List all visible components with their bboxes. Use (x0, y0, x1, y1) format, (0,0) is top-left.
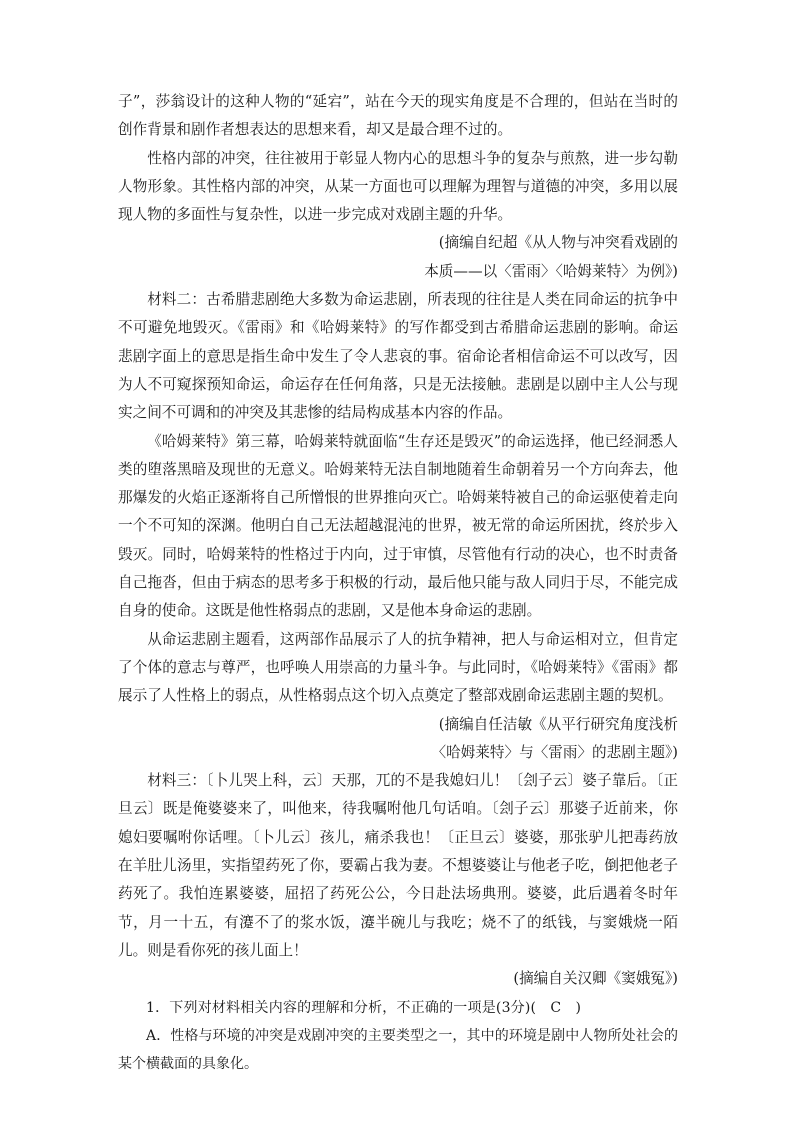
source-citation-3: (摘编自关汉卿《窦娥冤》) (513, 970, 678, 988)
material-3-paragraph: 材料三：〔卜儿哭上科，云〕天那，兀的不是我媳妇儿！〔刽子云〕婆子靠后。〔正旦云〕既是俺婆婆来了，叫他来，待我嘱咐他几句话咱。〔刽子云〕那婆子近前来，你媳妇要嘱咐你话哩。〔卜儿云〕孩儿，痛杀我也！〔正旦云〕婆婆，那张驴儿把毒药放在羊肚儿汤里，实指望药死了你，要霸占我为妻。不想婆婆让与他老子吃，倒把他老子药死了。我怕连累婆婆，屈招了药死公公，今日赴法场典刑。婆婆，此后遇着冬时年节，月一十五，有瀽不了的浆水饭，瀽半碗儿与我吃；烧不了的纸钱，与窦娥烧一陌儿。则是看你死的孩儿面上！ (118, 772, 678, 959)
source-citation-2a: (摘编自任洁敏《从平行研究角度浅析 (438, 715, 678, 733)
source-citation-1b: 本质——以〈雷雨〉〈哈姆莱特〉为例》) (424, 262, 678, 280)
material-2-paragraph-2: 《哈姆莱特》第三幕，哈姆莱特就面临“生存还是毁灭”的命运选择，他已经洞悉人类的堕落黑暗及现世的无意义。哈姆莱特无法自制地随着生命朝着另一个方向奔去，他那爆发的火焰正逐渐将自己所憎恨的世界推向灭亡。哈姆莱特被自己的命运驱使着走向一个不可知的深渊。他明白自己无法超越混沌的世界，被无常的命运所困扰，终於步入毁灭。同时，哈姆莱特的性格过于内向，过于审慎，尽管他有行动的决心，也不时责备自己拖沓，但由于病态的思考多于积极的行动，最后他只能与敌人同归于尽，不能完成自身的使命。这既是他性格弱点的悲剧，又是他本身命运的悲剧。 (118, 432, 678, 620)
material-2-paragraph-3: 从命运悲剧主题看，这两部作品展示了人的抗争精神，把人与命运相对立，但肯定了个体的意志与尊严，也呼唤人用崇高的力量斗争。与此同时，《哈姆莱特》《雷雨》都展示了人性格上的弱点，从性格弱点这个切入点奠定了整部戏剧命运悲剧主题的契机。 (118, 630, 678, 705)
paragraph-character-conflict: 性格内部的冲突，往往被用于彰显人物内心的思想斗争的复杂与煎熬，进一步勾勒人物形象。其性格内部的冲突，从某一方面也可以理解为理智与道德的冲突，多用以展现人物的多面性与复杂性，以进一步完成对戏剧主题的升华。 (118, 149, 678, 224)
material-2-paragraph-1: 材料二：古希腊悲剧绝大多数为命运悲剧，所表现的往往是人类在同命运的抗争中不可避免地毁灭。《雷雨》和《哈姆莱特》的写作都受到古希腊命运悲剧的影响。命运悲剧字面上的意思是指生命中发生了令人悲哀的事。宿命论者相信命运不可以改写，因为人不可窥探预知命运，命运存在任何角落，只是无法接触。悲剧是以剧中主人公与现实之间不可调和的冲突及其悲惨的结局构成基本内容的作品。 (118, 291, 678, 422)
source-citation-1a: (摘编自纪超《从人物与冲突看戏剧的 (438, 234, 678, 252)
question-1-option-a: A．性格与环境的冲突是戏剧冲突的主要类型之一，其中的环境是剧中人物所处社会的某个横截面的具象化。 (118, 1027, 678, 1073)
source-citation-2b: 〈哈姆莱特〉与〈雷雨〉的悲剧主题》) (431, 743, 678, 761)
question-1: 1．下列对材料相关内容的理解和分析，不正确的一项是(3分)( C ) (146, 999, 582, 1016)
document-page (118, 88, 678, 1078)
paragraph-continuation: 子”，莎翁设计的这种人物的“延宕”，站在今天的现实角度是不合理的，但站在当时的创作背景和剧作者想表达的思想来看，却又是最合理不过的。 (118, 93, 678, 139)
